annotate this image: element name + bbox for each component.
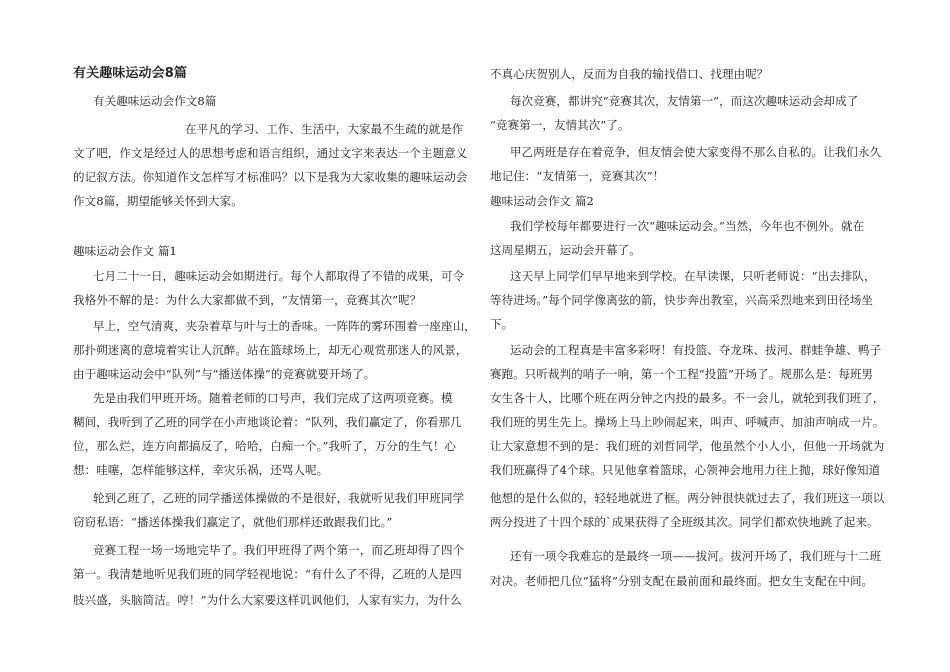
paragraph-line: 还有一项令我难忘的是最终一项——拔河。拔河开场了，我们班与十二班 — [510, 549, 882, 563]
subtitle: 有关趣味运动会作文8篇 — [93, 94, 217, 108]
paragraph-line: 我们班的男生先上。操场上马上吵闹起来，叫声、呼喊声、加油声响成一片。 — [490, 415, 885, 429]
paragraph-line: 七月二十一日，趣味运动会如期进行。每个人都取得了不错的成果，可令 — [93, 269, 465, 283]
paragraph-line: 不真心庆贺别人，反而为自我的输找借口、找理由呢？ — [490, 67, 769, 81]
paragraph-line: 女生各十人，比哪个班在两分钟之内投的最多。不一会儿，就轮到我们班了， — [490, 391, 885, 405]
paragraph-line: 甲乙两班是存在着竞争，但友情会使大家变得不那么自私的。让我们永久 — [510, 145, 882, 159]
paragraph-line: 赛跑。只听裁判的哨子一响，第一个工程“投篮”开场了。规那么是：每班男 — [490, 367, 874, 381]
paragraph-line: 窃窃私语：“播送体操我们赢定了，就他们那样还敢跟我们比。” — [73, 515, 393, 529]
paragraph-line: 两分投进了十四个球的`成果获得了全班级其次。同学们都欢快地跳了起来。 — [490, 515, 879, 529]
paragraph-line: 这周星期五，运动会开幕了。 — [490, 243, 641, 257]
paragraph-line: 竞赛工程一场一场地完毕了。我们甲班得了两个第一，而乙班却得了四个 — [93, 543, 465, 557]
paragraph-line: 早上，空气清爽，夹杂着草与叶与土的香味。一阵阵的雾环围着一座座山， — [93, 319, 476, 333]
paragraph-line: 的记叙方法。你知道作文怎样写才标准吗？以下是我为大家收集的趣味运动会 — [73, 170, 468, 184]
section-heading: 趣味运动会作文 篇2 — [490, 194, 594, 208]
paragraph-line: 我格外不解的是：为什么大家都做不到，“友情第一，竞赛其次”呢？ — [73, 293, 422, 307]
paragraph-line: 想：哇噻，怎样能够这样，幸灾乐祸，还骂人呢。 — [73, 463, 329, 477]
paragraph-line: 地记住：“友情第一，竞赛其次”！ — [490, 169, 665, 183]
paragraph-line: 由于趣味运动会中“队列”与“播送体操”的竞赛就要开场了。 — [73, 367, 376, 381]
paragraph-line: 第一。我清楚地听见我们班的同学轻视地说：“有什么了不得，乙班的人是四 — [73, 567, 462, 581]
paragraph-line: 我们学校每年都要进行一次“趣味运动会。”当然，今年也不例外。就在 — [510, 219, 865, 233]
paragraph-line: 在平凡的学习、工作、生活中，大家最不生疏的就是作 — [185, 122, 464, 136]
paragraph-line: 我们班赢得了4个球。只见他拿着篮球，心领神会地用力往上抛，球好像知道 — [490, 463, 881, 477]
section-heading: 趣味运动会作文 篇1 — [73, 244, 177, 258]
paragraph-line: 这天早上同学们早早地来到学校。在早读课，只听老师说：“出去排队， — [510, 269, 876, 283]
paragraph-line: 位，那么烂，连方向都搞反了，哈哈，白痴一个。”我听了，万分的生气！心 — [73, 439, 457, 453]
paragraph-line: 轮到乙班了，乙班的同学播送体操做的不是很好，我就听见我们甲班同学 — [93, 491, 465, 505]
paragraph-line: 先是由我们甲班开场。随着老师的口号声，我们完成了这两项竞赛。模 — [93, 391, 453, 405]
paragraph-line: 作文8篇，期望能够关怀到大家。 — [73, 194, 243, 208]
paragraph-line: “竞赛第一，友情其次”了。 — [490, 118, 630, 132]
paragraph-line: 下。 — [490, 317, 514, 331]
paragraph-line: 那扑朔迷离的意境着实让人沉醉。站在篮球场上，却无心观赏那迷人的风景， — [73, 343, 468, 357]
paragraph-line: 糊间，我听到了乙班的同学在小声地谈论着：“队列，我们赢定了，你看那几 — [73, 415, 462, 429]
paragraph-line: 等待进场。”每个同学像离弦的箭，快步奔出教室，兴高采烈地来到田径场坐 — [490, 293, 874, 307]
document-title: 有关趣味运动会8篇 — [73, 66, 187, 81]
paragraph-line: 肢兴盛，头脑简洁。哼！”为什么大家要这样讥讽他们，人家有实力，为什么 — [73, 593, 462, 607]
paragraph-line: 运动会的工程真是丰富多彩呀！有投篮、夺龙珠、拔河、群蛙争雄、鸭子 — [510, 343, 882, 357]
paragraph-line: 每次竞赛，都讲究“竞赛其次，友情第一”，而这次趣味运动会却成了 — [510, 94, 859, 108]
paragraph-line: 他想的是什么似的，轻轻地就进了框。两分钟很快就过去了，我们班这一项以 — [490, 491, 885, 505]
paragraph-line: 文了吧，作文是经过人的思想考虑和语言组织，通过文字来表达一个主题意义 — [73, 146, 468, 160]
paragraph-line: 让大家意想不到的是：我们班的刘哲同学，他虽然个小人小，但他一开场就为 — [490, 439, 885, 453]
paragraph-line: 对决。老师把几位“猛将”分别支配在最前面和最终面。把女生支配在中间。 — [490, 574, 874, 588]
